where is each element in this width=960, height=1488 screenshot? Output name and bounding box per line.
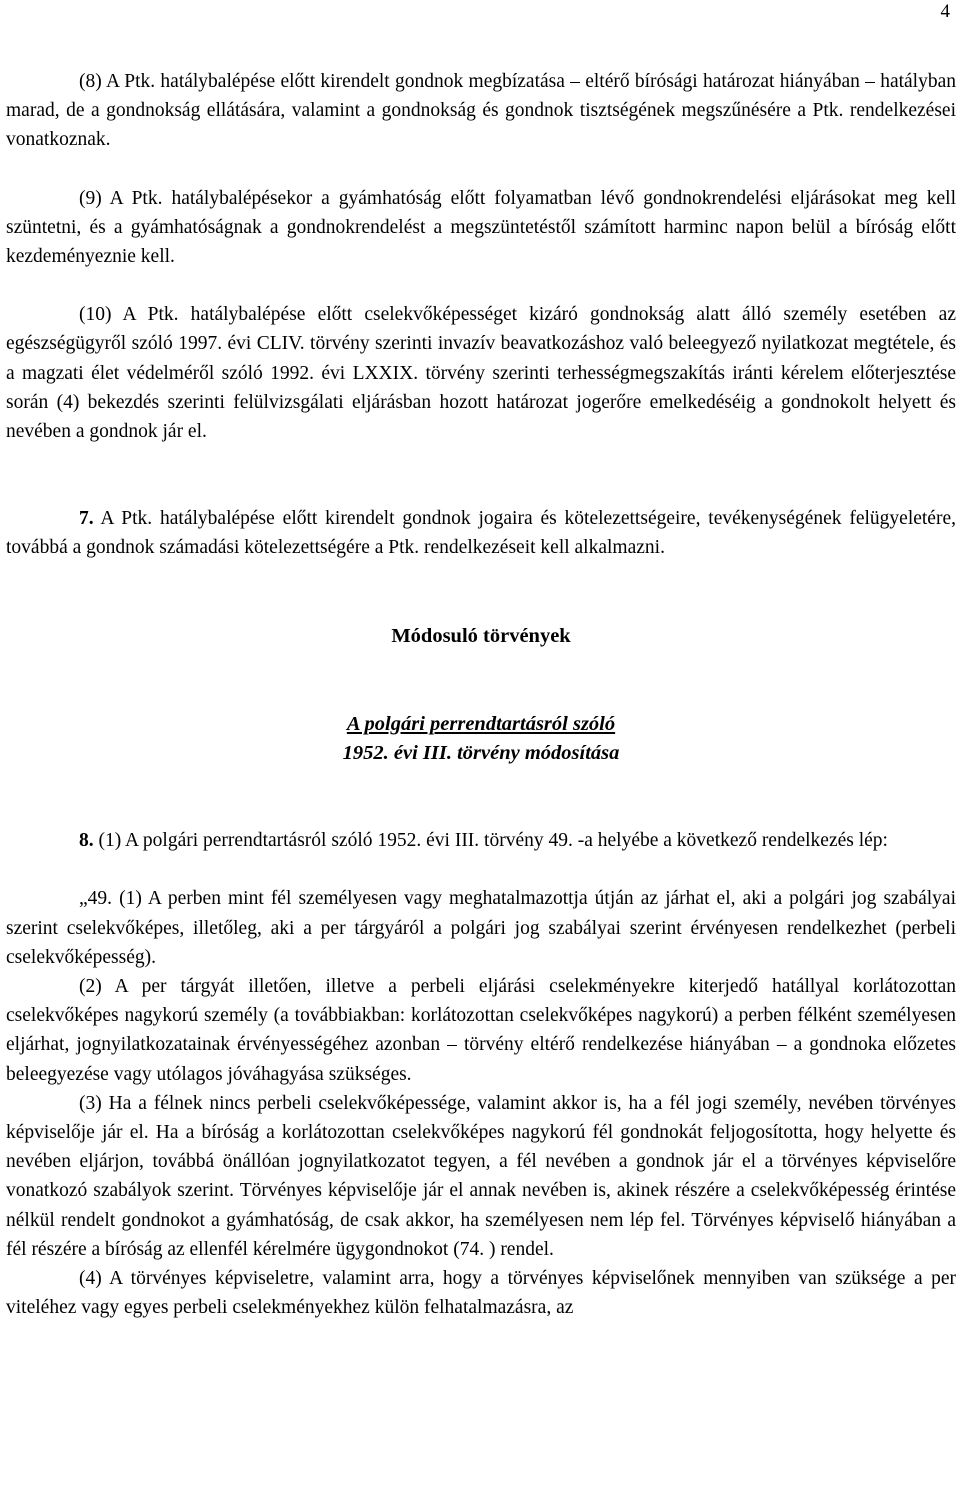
quoted-paragraph-3: (3) Ha a félnek nincs perbeli cselekvőképessége, valamint akkor is, ha a fél jogi személy, nevében törvényes képviselője jár el. Ha a bíróság a korlátozottan cselekvőképes nagykorú fél gondnokát feljogosította, hogy helyette és nevében eljárjon, továbbá önállóan jognyilatkozatot tegyen, a fél nevében a gondnok jár el a törvényes képviselőre vonatkozó szabályok szerint. Törvényes képviselője jár el annak nevében is, akinek részére a cselekvőképesség érintése nélkül rendelt gondnokot a gyámhatóság, de csak akkor, ha személyesen nem lép fel. Törvényes képviselő hiányában a fél részére a bíróság az ellenfél kérelmére ügygondnokot (74. ) rendel. bbox=[6, 1092, 956, 1260]
section-7-number: 7. bbox=[79, 508, 94, 530]
document-body bbox=[6, 67, 956, 1323]
section-7-text: A Ptk. hatálybalépése előtt kirendelt gondnok jogaira és kötelezettségeire, tevékenységének felügyeletére, továbbá a gondnok számadási kötelezettségére a Ptk. rendelkezéseit kell alkalmazni. bbox=[6, 508, 956, 559]
quoted-paragraph-4: (4) A törvényes képviseletre, valamint arra, hogy a törvényes képviselőnek mennyiben van szüksége a per viteléhez vagy egyes perbeli cselekményekhez külön felhatalmazásra, az bbox=[6, 1268, 956, 1319]
section-8 bbox=[6, 826, 956, 855]
section-7 bbox=[6, 504, 956, 562]
quoted-paragraph-2: (2) A per tárgyát illetően, illetve a perbeli eljárási cselekményekre kiterjedő hatállyal korlátozottan cselekvőképes nagykorú személy (a továbbiakban: korlátozottan cselekvőképes nagykorú) a perben félként személyesen eljárhat, jognyilatkozatainak érvényességéhez azonban – törvény eltérő rendelkezése hiányában – a gondnoka előzetes beleegyezése vagy utólagos jóváhagyása szükséges. bbox=[6, 976, 956, 1085]
section-8-number: 8. bbox=[79, 830, 94, 852]
heading-modosulo-torvenyek: Módosuló törvények bbox=[391, 624, 571, 647]
paragraph-10: (10) A Ptk. hatálybalépése előtt cselekvőképességet kizáró gondnokság alatt álló személy esetében az egészségügyről szóló 1997. évi CLIV. törvény szerinti invazív beavatkozáshoz való beleegyező nyilatkozat megtétele, és a magzati élet védelméről szóló 1992. évi LXXIX. törvény szerinti terhességmegszakítás iránti kérelem előterjesztése során (4) bekezdés szerinti felülvizsgálati eljárásban hozott határozat jogerőre emelkedéséig a gondnokolt helyett és nevében a gondnok jár el. bbox=[6, 304, 956, 443]
section-8-text: (1) A polgári perrendtartásról szóló 1952. évi III. törvény 49. -a helyébe a következő rendelkezés lép: bbox=[93, 830, 888, 852]
page-number: 4 bbox=[940, 1, 950, 22]
paragraph-8: (8) A Ptk. hatálybalépése előtt kirendelt gondnok megbízatása – eltérő bírósági határozat hiányában – hatályban marad, de a gondnokság ellátására, valamint a gondnokság és gondnok tisztségének megszűnésére a Ptk. rendelkezései vonatkoznak. bbox=[6, 71, 956, 151]
quoted-paragraph-1: „49. (1) A perben mint fél személyesen vagy meghatalmazottja útján az járhat el, aki a polgári jog szabályai szerint cselekvőképes, illetőleg, aki a per tárgyáról a polgári jog szabályai szerint érvényesen rendelkezhet (perbeli cselekvőképesség). bbox=[6, 888, 956, 968]
heading-pp-title-line1: A polgári perrendtartásról szóló bbox=[346, 712, 616, 735]
heading-pp-title-line2: 1952. évi III. törvény módosítása bbox=[342, 742, 620, 765]
paragraph-9: (9) A Ptk. hatálybalépésekor a gyámhatóság előtt folyamatban lévő gondnokrendelési eljárásokat meg kell szüntetni, és a gyámhatóságnak a gondnokrendelést a megszüntetéstől számított harminc napon belül a bíróság előtt kezdeményeznie kell. bbox=[6, 187, 956, 268]
